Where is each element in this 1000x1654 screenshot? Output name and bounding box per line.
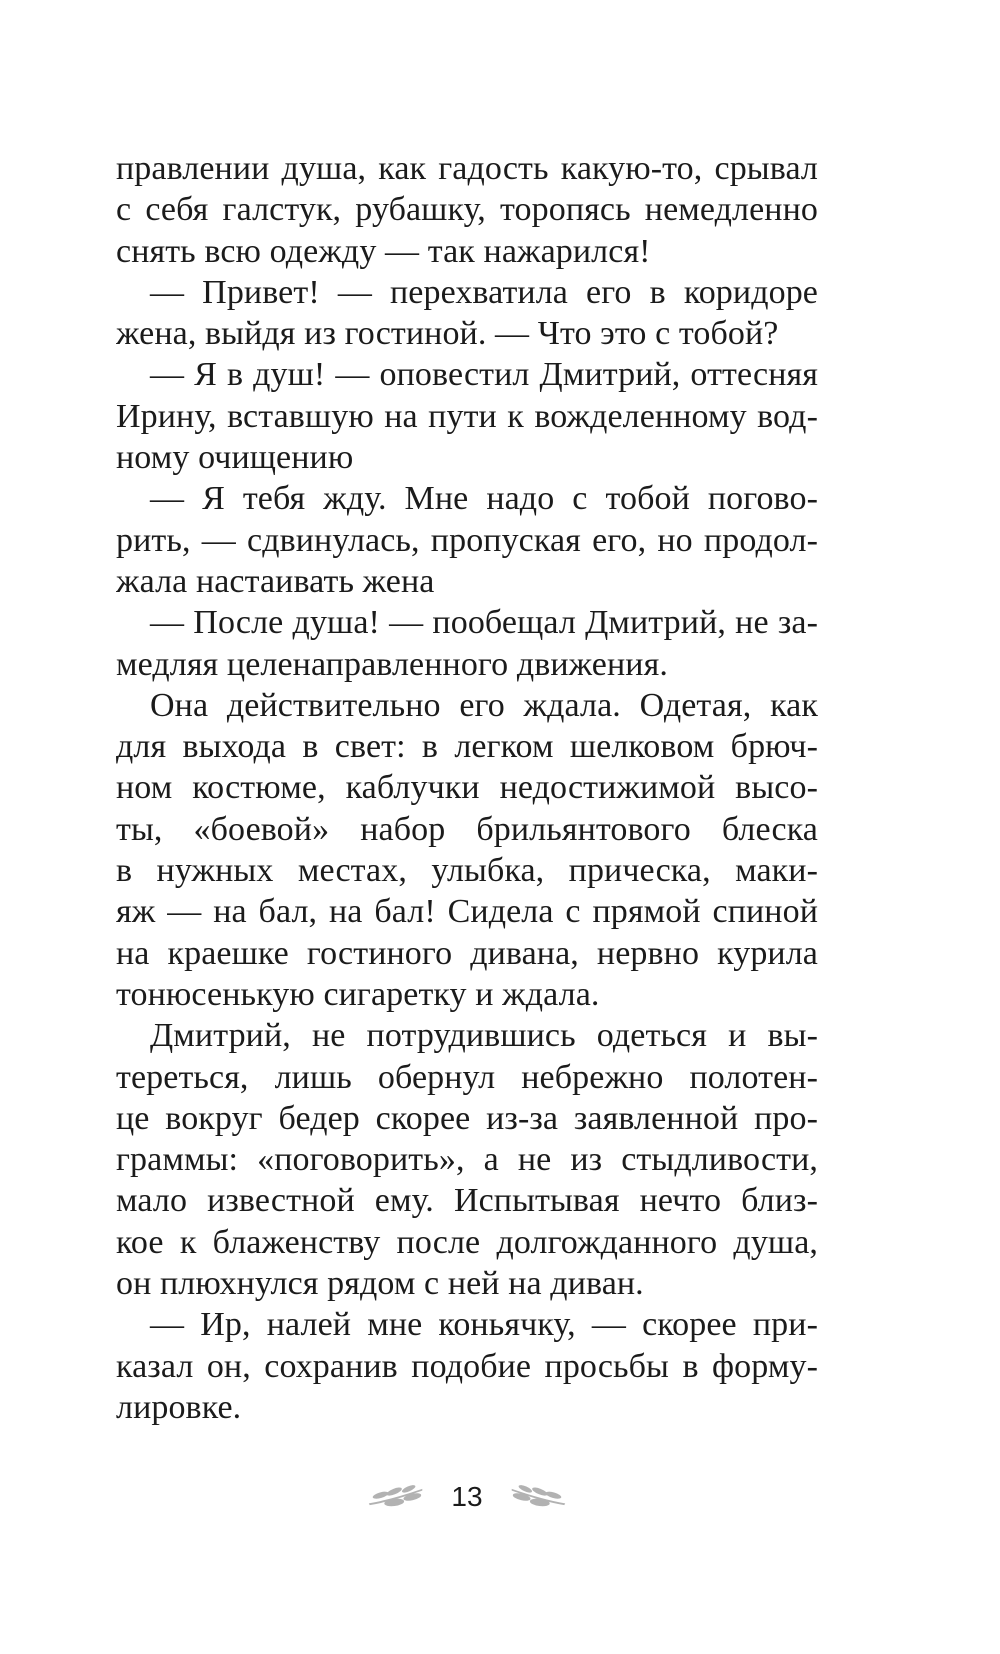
text-line: ному очищению bbox=[116, 439, 354, 477]
text-line: мало известной ему. Испытывая нечто близ- bbox=[116, 1182, 818, 1220]
text-line: правлении душа, как гадость какую-то, срывал bbox=[116, 150, 818, 187]
text-line: с себя галстук, рубашку, торопясь немедленно bbox=[116, 191, 818, 229]
page-footer bbox=[116, 1478, 818, 1516]
text-line: — Я в душ! — оповестил Дмитрий, оттесняя bbox=[150, 356, 818, 394]
text-line: жала настаивать жена bbox=[116, 562, 435, 600]
text-line: ты, «боевой» набор брильянтового блеска bbox=[116, 810, 818, 848]
text-line: тонюсенькую сигаретку и ждала. bbox=[116, 975, 600, 1013]
text-line: яж — на бал, на бал! Сидела с прямой спиной bbox=[116, 893, 818, 931]
text-line: жена, выйдя из гостиной. — Что это с тобой? bbox=[116, 315, 779, 353]
text-line: — Я тебя жду. Мне надо с тобой погово- bbox=[150, 480, 818, 518]
text-line: для выхода в свет: в легком шелковом брюч- bbox=[116, 728, 818, 766]
text-line: в нужных местах, улыбка, прическа, маки- bbox=[116, 852, 818, 890]
text-line: — Привет! — перехватила его в коридоре bbox=[150, 273, 818, 311]
text-line: казал он, сохранив подобие просьбы в форму- bbox=[116, 1347, 818, 1385]
text-line: медляя целенаправленного движения. bbox=[116, 645, 668, 683]
text-line: кое к блаженству после долгожданного душа, bbox=[116, 1223, 818, 1261]
text-line: тереться, лишь обернул небрежно полотен- bbox=[116, 1058, 818, 1096]
text-line: рить, — сдвинулась, пропуская его, но продол- bbox=[116, 521, 818, 559]
text-line: на краешке гостиного дивана, нервно курила bbox=[116, 934, 818, 972]
text-line: це вокруг бедер скорее из-за заявленной про- bbox=[116, 1099, 818, 1137]
text-line: — Ир, налей мне коньячку, — скорее при- bbox=[150, 1306, 818, 1344]
page-number: 13 bbox=[451, 1481, 483, 1512]
text-line: лировке. bbox=[116, 1388, 242, 1426]
text-line: Дмитрий, не потрудившись одеться и вы- bbox=[150, 1017, 818, 1055]
laurel-branch-right-icon bbox=[509, 1484, 567, 1510]
text-line: он плюхнулся рядом с ней на диван. bbox=[116, 1265, 644, 1303]
text-line: граммы: «поговорить», а не из стыдливости, bbox=[116, 1141, 818, 1179]
laurel-branch-left-icon bbox=[367, 1484, 425, 1510]
text-line: Ирину, вставшую на пути к вожделенному вод- bbox=[116, 397, 818, 435]
text-line: снять всю одежду — так нажарился! bbox=[116, 232, 651, 270]
text-line: Она действительно его ждала. Одетая, как bbox=[150, 686, 818, 724]
text-line: ном костюме, каблучки недостижимой высо- bbox=[116, 769, 818, 807]
page-text bbox=[116, 148, 818, 1428]
text-line: — После душа! — пообещал Дмитрий, не за- bbox=[150, 604, 818, 642]
